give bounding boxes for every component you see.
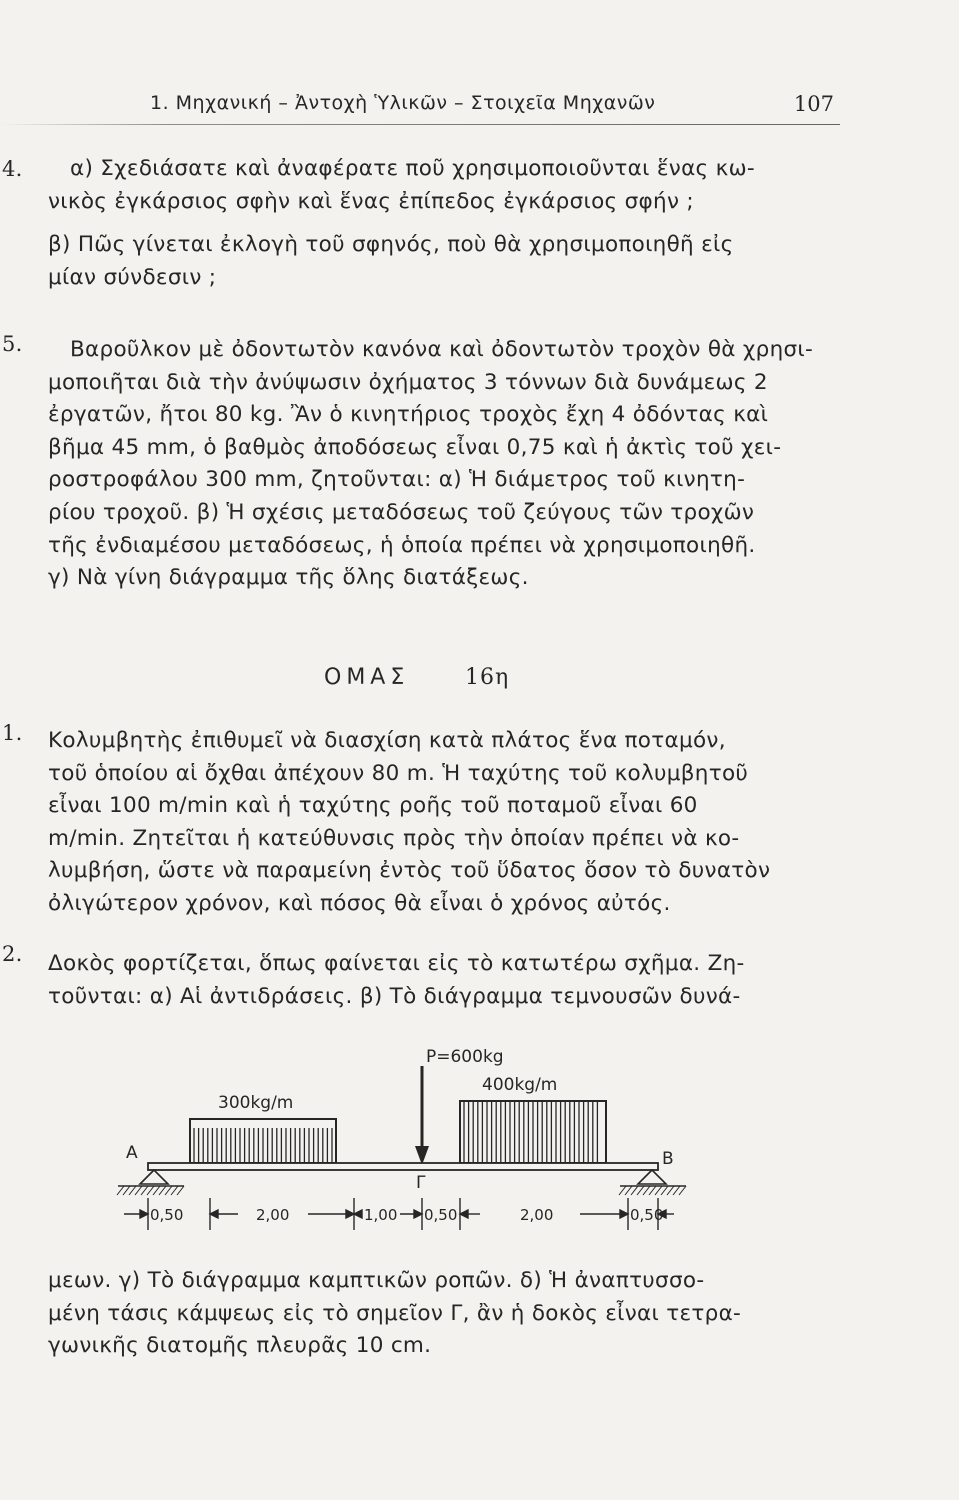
text-line: ρίου τροχοῦ. β) Ἡ σχέσις μεταδόσεως τοῦ ζεύγους τῶν τροχῶν [48,499,755,525]
group-letters: ΟΜΑΣ [324,665,410,690]
problem-5 [2,332,838,595]
text-line: μένη τάσις κάμψεως εἰς τὸ σημεῖον Γ, ἂν ἡ δοκὸς εἶναι τετρα- [48,1300,742,1326]
point-load-label: P=600kg [426,1047,504,1067]
support-a-label: Α [126,1143,138,1163]
beam [148,1163,658,1170]
text-line: τῆς ἐνδιαμέσου μεταδόσεως, ἡ ὁποία πρέπει νὰ χρησιμοποιηθῆ. [48,532,756,558]
header-rule [0,124,840,125]
page-header [150,92,840,126]
text-line: β) Πῶς γίνεται ἐκλογὴ τοῦ σφηνός, ποὺ θὰ χρησιμοποιηθῆ εἰς [48,232,734,258]
right-load-label: 400kg/m [482,1075,558,1095]
dimension-label: 2,00 [520,1206,554,1224]
text-line: α) Σχεδιάσατε καὶ ἀναφέρατε ποῦ χρησιμοποιοῦνται ἕνας κω- [70,156,755,181]
dimension-label: 0,50 [630,1206,664,1224]
text-line: μίαν σύνδεσιν ; [48,264,217,290]
text-line: ὀλιγώτερον χρόνον, καὶ πόσος θὰ εἶναι ὁ χρόνος αὐτός. [48,890,671,916]
problem-number: 1. [2,721,23,745]
text-line: γωνικῆς διατομῆς πλευρᾶς 10 cm. [48,1333,432,1359]
dimension-arrows [124,1210,674,1218]
text-line: εἶναι 100 m/min καὶ ἡ ταχύτης ροῆς τοῦ ποταμοῦ εἶναι 60 [48,793,698,819]
group-number: 16η [465,665,510,690]
dimension-label: 2,00 [256,1206,290,1224]
text-line: Δοκὸς φορτίζεται, ὅπως φαίνεται εἰς τὸ κατωτέρω σχῆμα. Ζη- [48,951,745,976]
support-b-label: Β [662,1149,674,1169]
text-line: τοῦ ὁποίου αἱ ὄχθαι ἀπέχουν 80 m. Ἡ ταχύτης τοῦ κολυμβητοῦ [48,760,749,786]
problem-number: 4. [2,157,23,181]
text-line: μεων. γ) Τὸ διάγραμμα καμπτικῶν ροπῶν. δ) Ἡ ἀναπτυσσο- [48,1268,705,1293]
text-line: ροστροφάλου 300 mm, ζητοῦνται: α) Ἡ διάμετρος τοῦ κινητη- [48,467,746,493]
text-line: βῆμα 45 mm, ὁ βαθμὸς ἀποδόσεως εἶναι 0,75 καὶ ἡ ἀκτὶς τοῦ χει- [48,434,782,460]
text-line: Κολυμβητὴς ἐπιθυμεῖ νὰ διασχίση κατὰ πλάτος ἕνα ποταμόν, [48,728,726,753]
page-number: 107 [793,92,834,116]
problem-1 [2,721,838,921]
left-load-label: 300kg/m [218,1093,294,1113]
left-load-hatch [194,1128,332,1163]
point-g-label: Γ [416,1173,426,1193]
beam-figure [100,1038,720,1248]
text-line: μοποιῆται διὰ τὴν ἀνύψωσιν ὀχήματος 3 τόννων διὰ δυνάμεως 2 [48,369,768,395]
text-line: τοῦνται: α) Αἱ ἀντιδράσεις. β) Τὸ διάγραμμα τεμνουσῶν δυνά- [48,983,741,1009]
problem-2 [2,942,838,1013]
text-line: γ) Νὰ γίνη διάγραμμα τῆς ὅλης διατάξεως. [48,565,529,591]
support-b [638,1170,666,1184]
support-a-hatch [117,1186,184,1195]
support-a [140,1170,168,1184]
dimension-label: 0,50 [424,1206,458,1224]
right-load-hatch [464,1101,597,1163]
text-line: m/min. Ζητεῖται ἡ κατεύθυνσις πρὸς τὴν ὁποίαν πρέπει νὰ κο- [48,825,740,851]
text-line: λυμβήση, ὥστε νὰ παραμείνη ἐντὸς τοῦ ὕδατος ὅσον τὸ δυνατὸν [48,858,771,884]
text-line: νικὸς ἐγκάρσιος σφὴν καὶ ἕνας ἐπίπεδος ἐγκάρσιος σφήν ; [48,188,694,214]
problem-number: 5. [2,332,23,356]
problem-2-continued [48,1265,838,1363]
header-title: 1. Μηχανική – Ἀντοχὴ Ὑλικῶν – Στοιχεῖα Μηχανῶν [150,92,656,114]
problem-4 [2,153,838,294]
problem-number: 2. [2,942,23,966]
dimension-label: 1,00 [364,1206,398,1224]
support-b-hatch [619,1186,686,1195]
dimension-label: 0,50 [150,1206,184,1224]
text-line: Βαροῦλκον μὲ ὀδοντωτὸν κανόνα καὶ ὀδοντωτὸν τροχὸν θὰ χρησι- [70,337,814,362]
text-line: ἐργατῶν, ἤτοι 80 kg. Ἂν ὁ κινητήριος τροχὸς ἔχη 4 ὀδόντας καὶ [48,402,769,428]
